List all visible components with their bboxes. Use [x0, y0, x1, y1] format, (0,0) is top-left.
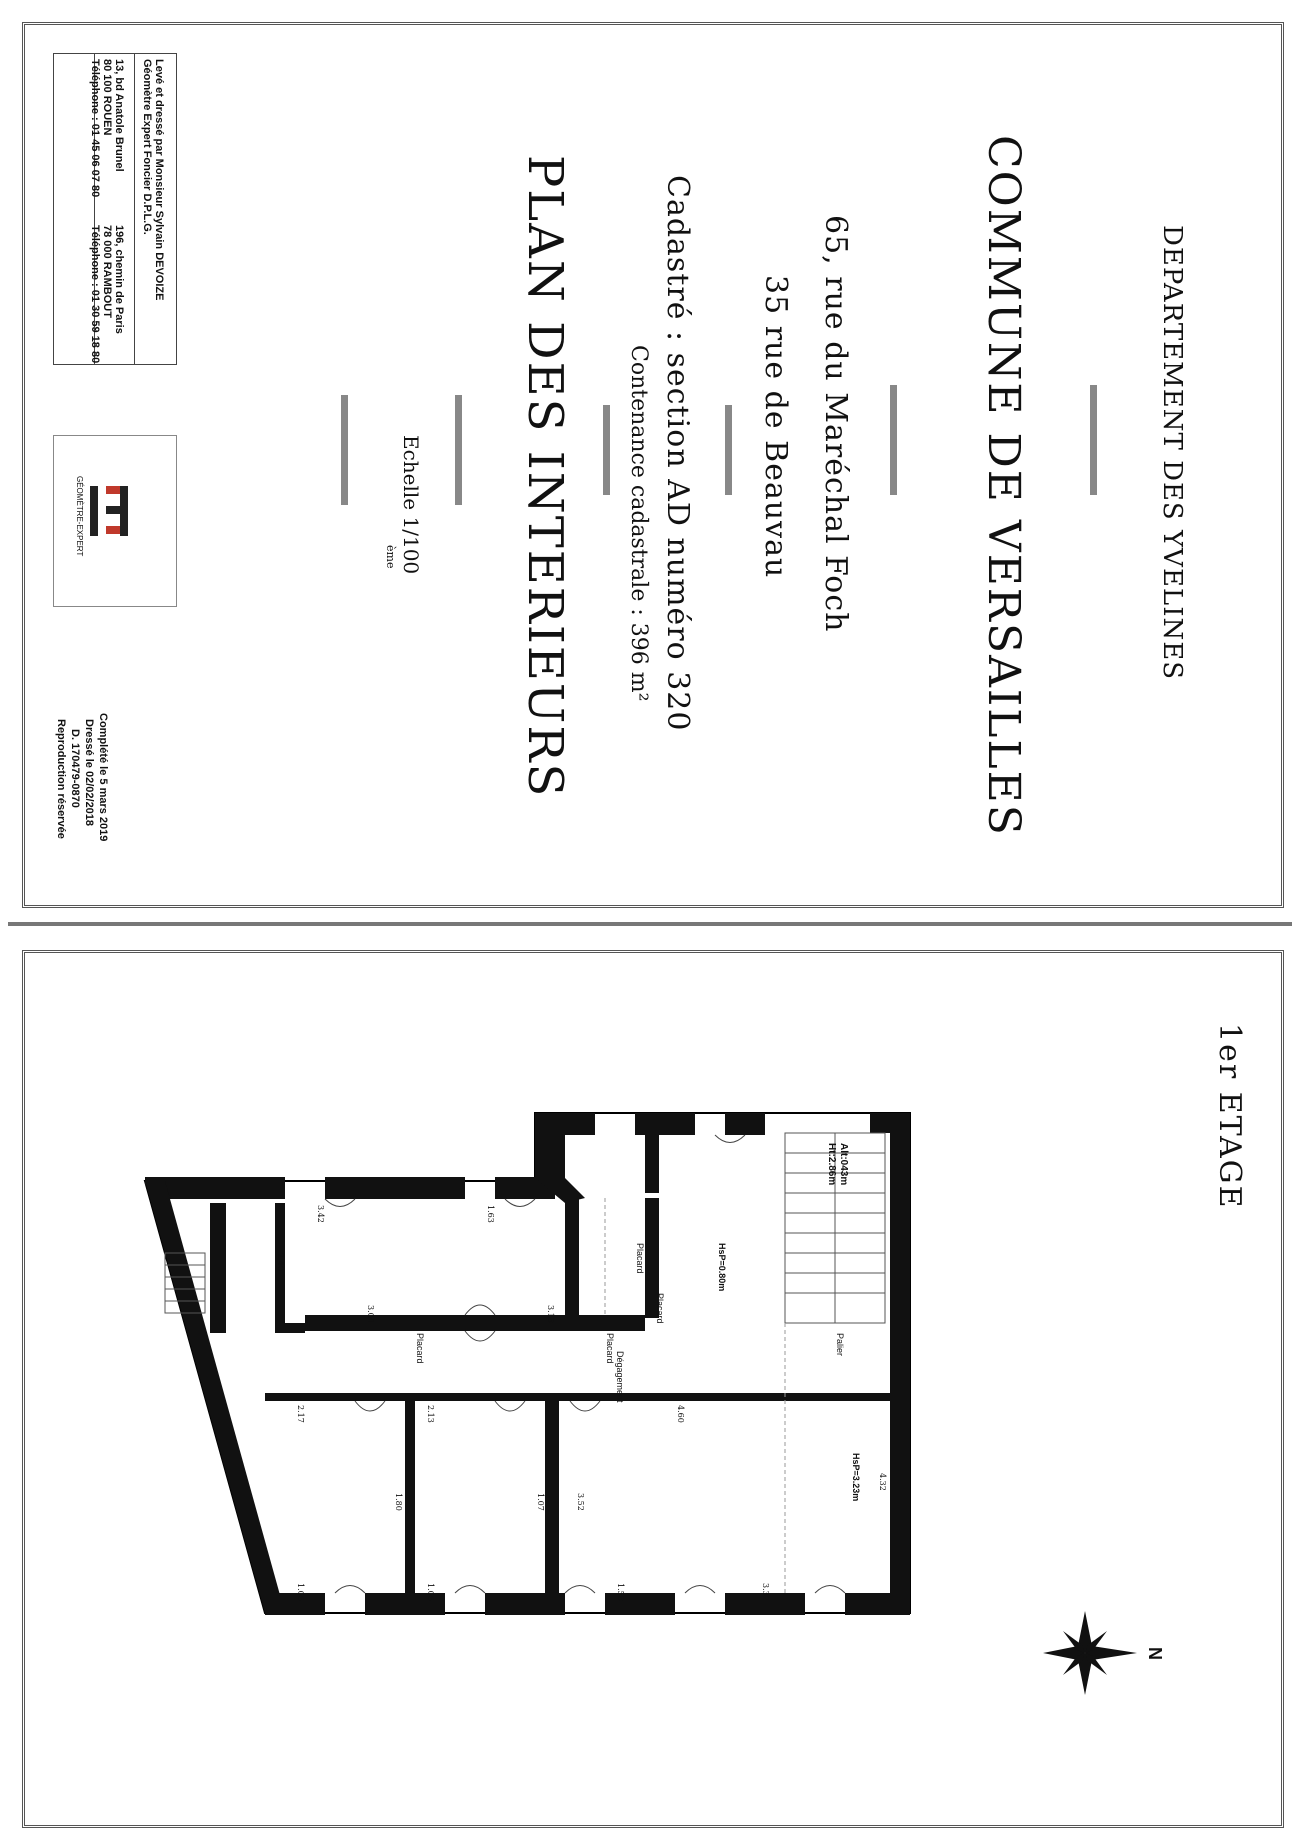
dimension: 2.40	[276, 1253, 285, 1271]
separator-6	[341, 395, 348, 505]
commune-title: COMMUNE DE VERSAILLES	[978, 135, 1029, 837]
dimension: 3.18	[546, 1305, 555, 1323]
placard-label-2: Placard	[655, 1293, 665, 1324]
dimension: 3.04	[366, 1305, 375, 1323]
dimension: 1.80	[394, 1493, 403, 1511]
surveyor-line-1: Levé et dressé par Monsieur Sylvain DEVOIZE	[153, 59, 165, 301]
contenance-line: Contenance cadastrale : 396 m²	[626, 345, 651, 702]
geometre-logo	[54, 436, 176, 606]
surveyor-line-4: 80 100 ROUEN	[101, 59, 113, 136]
dimension: 3.42	[316, 1205, 325, 1223]
address-line-1: 65, rue du Maréchal Foch	[818, 215, 853, 633]
date-line-2: Dressé le 02/02/2018	[83, 719, 95, 827]
date-line-3: D. 170479-0870	[69, 729, 81, 808]
date-line-1: Complété le 5 mars 2019	[97, 713, 109, 842]
palier-label: Palier	[835, 1333, 845, 1357]
surveyor-line-5: Téléphone : 01 45 06 07 80	[89, 59, 101, 198]
dimension: 3.32	[761, 1583, 770, 1601]
hsp-label-1: HsP=0.80m	[717, 1243, 727, 1292]
dimension: 2.17	[296, 1405, 305, 1423]
dimension: 2.13	[426, 1405, 435, 1423]
north-label: N	[1145, 1647, 1165, 1660]
logo-text: GÉOMÈTRE-EXPERT	[75, 476, 84, 557]
address-line-2: 35 rue de Beauvau	[758, 275, 793, 579]
height-note-2: Ht:2.86m	[826, 1143, 837, 1186]
cover-sheet	[22, 22, 1284, 908]
department-title: DEPARTEMENT DES YVELINES	[1157, 225, 1187, 681]
separator-3	[725, 405, 732, 495]
logo-box	[53, 435, 177, 607]
separator-5	[455, 395, 462, 505]
dimension: 1.06	[296, 1583, 305, 1601]
dimension: 1.58	[616, 1583, 625, 1601]
dimension: 4.32	[878, 1473, 887, 1491]
floor-plan-drawing	[25, 953, 1281, 1825]
surveyor-line-3: 13, bd Anatole Brunel	[113, 59, 125, 172]
date-line-4: Reproduction réservée	[55, 719, 67, 839]
scale-text: Echelle 1/100	[399, 435, 423, 575]
placard-label-3: Placard	[415, 1333, 425, 1364]
surveyor-line-6: 196, chemin de Paris	[113, 225, 125, 334]
sheet-separator	[8, 922, 1292, 926]
floor-label: 1er ETAGE	[1212, 1023, 1247, 1210]
dimension: 3.52	[576, 1493, 585, 1511]
surveyor-line-2: Géomètre Expert Foncier D.P.L.G.	[141, 59, 153, 235]
dimension: 1.07	[536, 1493, 545, 1511]
degagement-label: Dégagement	[615, 1351, 625, 1403]
dimension: 4.60	[676, 1405, 685, 1423]
hsp-label-2: HsP=3.23m	[851, 1453, 861, 1502]
dimension: 1.63	[486, 1205, 495, 1223]
separator-4	[603, 405, 610, 495]
placard-label-1: Placard	[635, 1243, 645, 1274]
surveyor-line-8: Téléphone : 01 30 59 18 80	[89, 225, 101, 364]
cadastre-line: Cadastré : section AD numéro 320	[660, 175, 695, 732]
surveyor-line-7: 78 000 RAMBOUT	[101, 225, 113, 318]
scale-suffix: ème	[384, 545, 397, 569]
plan-title: PLAN DES INTERIEURS	[517, 155, 573, 799]
separator-1	[1090, 385, 1097, 495]
placard-label-4: Placard	[605, 1333, 615, 1364]
floor-plan-sheet	[22, 950, 1284, 1828]
north-arrow-icon	[1043, 1611, 1137, 1695]
separator-2	[890, 385, 897, 495]
dimension: 1.06	[426, 1583, 435, 1601]
height-note-1: Alt:043m	[838, 1143, 849, 1186]
